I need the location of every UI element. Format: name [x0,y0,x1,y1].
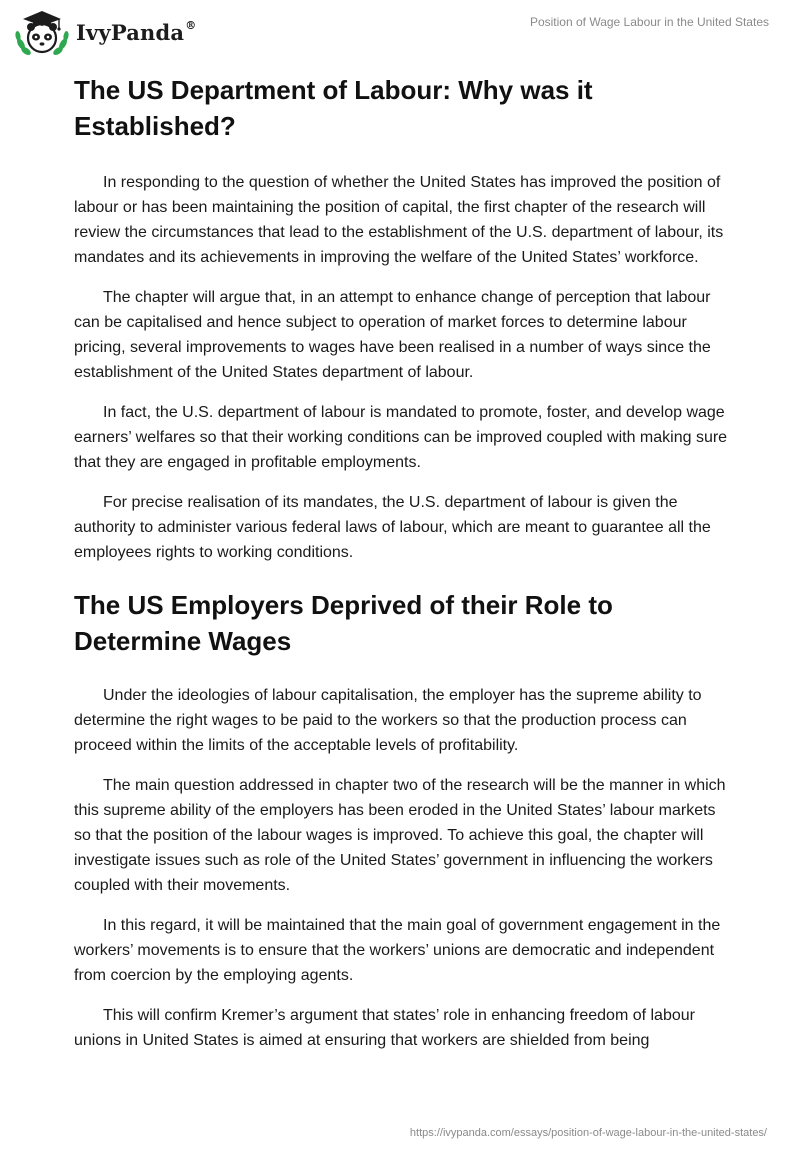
paragraph: Under the ideologies of labour capitalisation, the employer has the supreme ability to determine the right wages to be paid to the workers so that the production process can proceed within the limits of the acceptable levels of profitability. [74,687,702,754]
paragraph: In this regard, it will be maintained that the main goal of government engagement in the workers’ movements is to ensure that the workers’ unions are democratic and independent from coercion by the employing agents. [74,917,721,984]
ivypanda-logo[interactable] [14,8,196,58]
source-url[interactable]: https://ivypanda.com/essays/position-of-wage-labour-in-the-united-states/ [409,1127,767,1139]
page-header [0,0,800,64]
registered-mark: ® [185,18,197,32]
panda-graduate-icon [14,8,70,58]
paragraph: The chapter will argue that, in an attempt to enhance change of perception that labour can be capitalised and hence subject to operation of market forces to determine labour pricing, several improvements to wages have been realised in a number of ways since the establishment of the United States department of labour. [74,289,711,381]
paragraph: This will confirm Kremer’s argument that states’ role in enhancing freedom of labour unions in United States is aimed at ensuring that workers are shielded from being [74,1007,695,1049]
section-heading: The US Employers Deprived of their Role to Determine Wages [74,590,613,656]
article-body [74,72,734,1068]
paragraph: In responding to the question of whether the United States has improved the position of labour or has been maintaining the position of capital, the first chapter of the research will review the circumstances that lead to the establishment of the U.S. department of labour, its mandates and its achievements in improving the welfare of the United States’ workforce. [74,174,724,266]
logo-wordmark [76,20,196,45]
paragraph: The main question addressed in chapter two of the research will be the manner in which this supreme ability of the employers has been eroded in the United States’ labour markets so that the position of the labour wages is improved. To achieve this goal, the chapter will investigate issues such as role of the United States’ government in influencing the workers coupled with their movements. [74,777,726,894]
section-heading: The US Department of Labour: Why was it Established? [74,75,593,141]
paragraph: In fact, the U.S. department of labour is mandated to promote, foster, and develop wage earners’ welfares so that their working conditions can be improved coupled with making sure that they are engaged in profitable employments. [74,404,728,471]
running-title: Position of Wage Labour in the United States [529,15,769,29]
logo-text: IvyPanda [76,19,185,45]
paragraph: For precise realisation of its mandates, the U.S. department of labour is given the authority to administer various federal laws of labour, which are meant to guarantee all the employees rights to working conditions. [74,494,711,561]
